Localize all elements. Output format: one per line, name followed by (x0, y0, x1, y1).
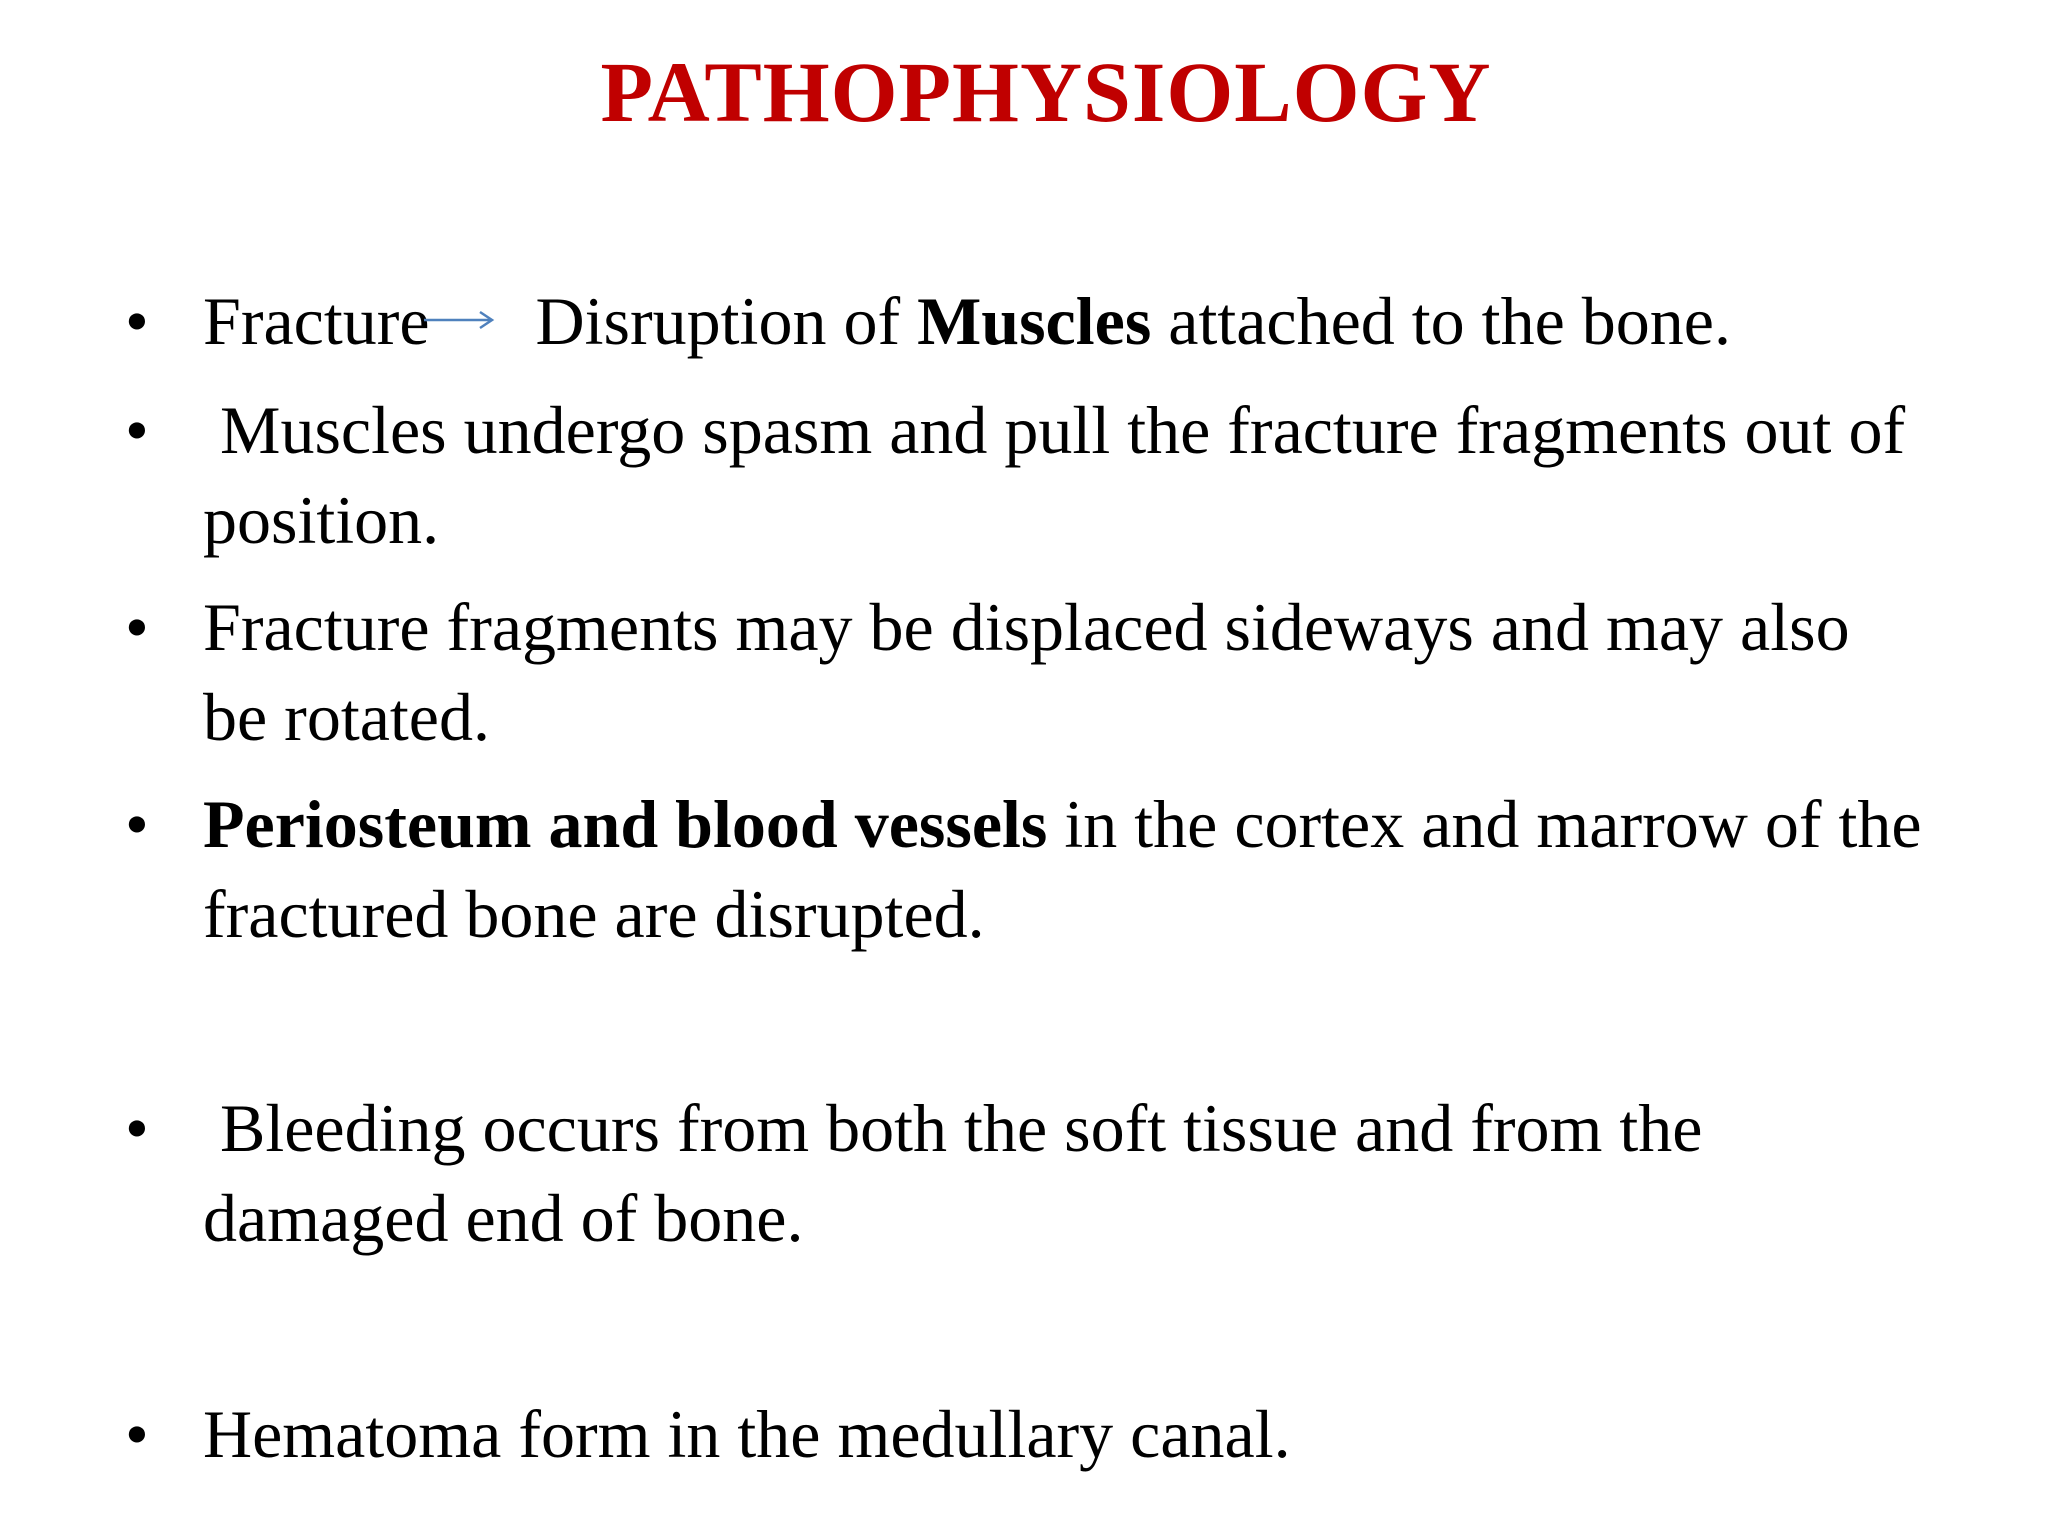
bullet-1-lead: Fracture (203, 283, 430, 359)
bullet-text-3: Fracture fragments may be displaced sideways and may also be rotated. (203, 589, 1850, 755)
bullet-1-bold: Muscles (917, 283, 1152, 359)
bullet-dot: • (125, 786, 149, 862)
bullet-dot: • (125, 1396, 149, 1472)
bullet-dot: • (125, 392, 149, 468)
bullet-1-after-arrow: Disruption of (535, 283, 918, 359)
bullet-4-tail: in the cortex and marrow of the fractured bone are disrupted. (203, 786, 1922, 952)
bullet-dot: • (125, 589, 149, 665)
bullet-1-tail: attached to the bone. (1151, 283, 1731, 359)
bullet-4-bold: Periosteum and blood vessels (203, 786, 1048, 862)
bullet-dot: • (125, 283, 149, 359)
slide-title: PATHOPHYSIOLOGY (600, 44, 1492, 140)
bullet-dot: • (125, 1090, 149, 1166)
bullet-text-6: Hematoma form in the medullary canal. (203, 1396, 1291, 1472)
right-arrow-icon (424, 300, 496, 340)
bullet-text-4 (203, 779, 1923, 959)
bullet-text-2: Muscles undergo spasm and pull the fracture fragments out of position. (203, 392, 1923, 558)
bullet-text-1 (203, 276, 1923, 366)
bullet-text-5: Bleeding occurs from both the soft tissue and from the damaged end of bone. (203, 1090, 1720, 1256)
